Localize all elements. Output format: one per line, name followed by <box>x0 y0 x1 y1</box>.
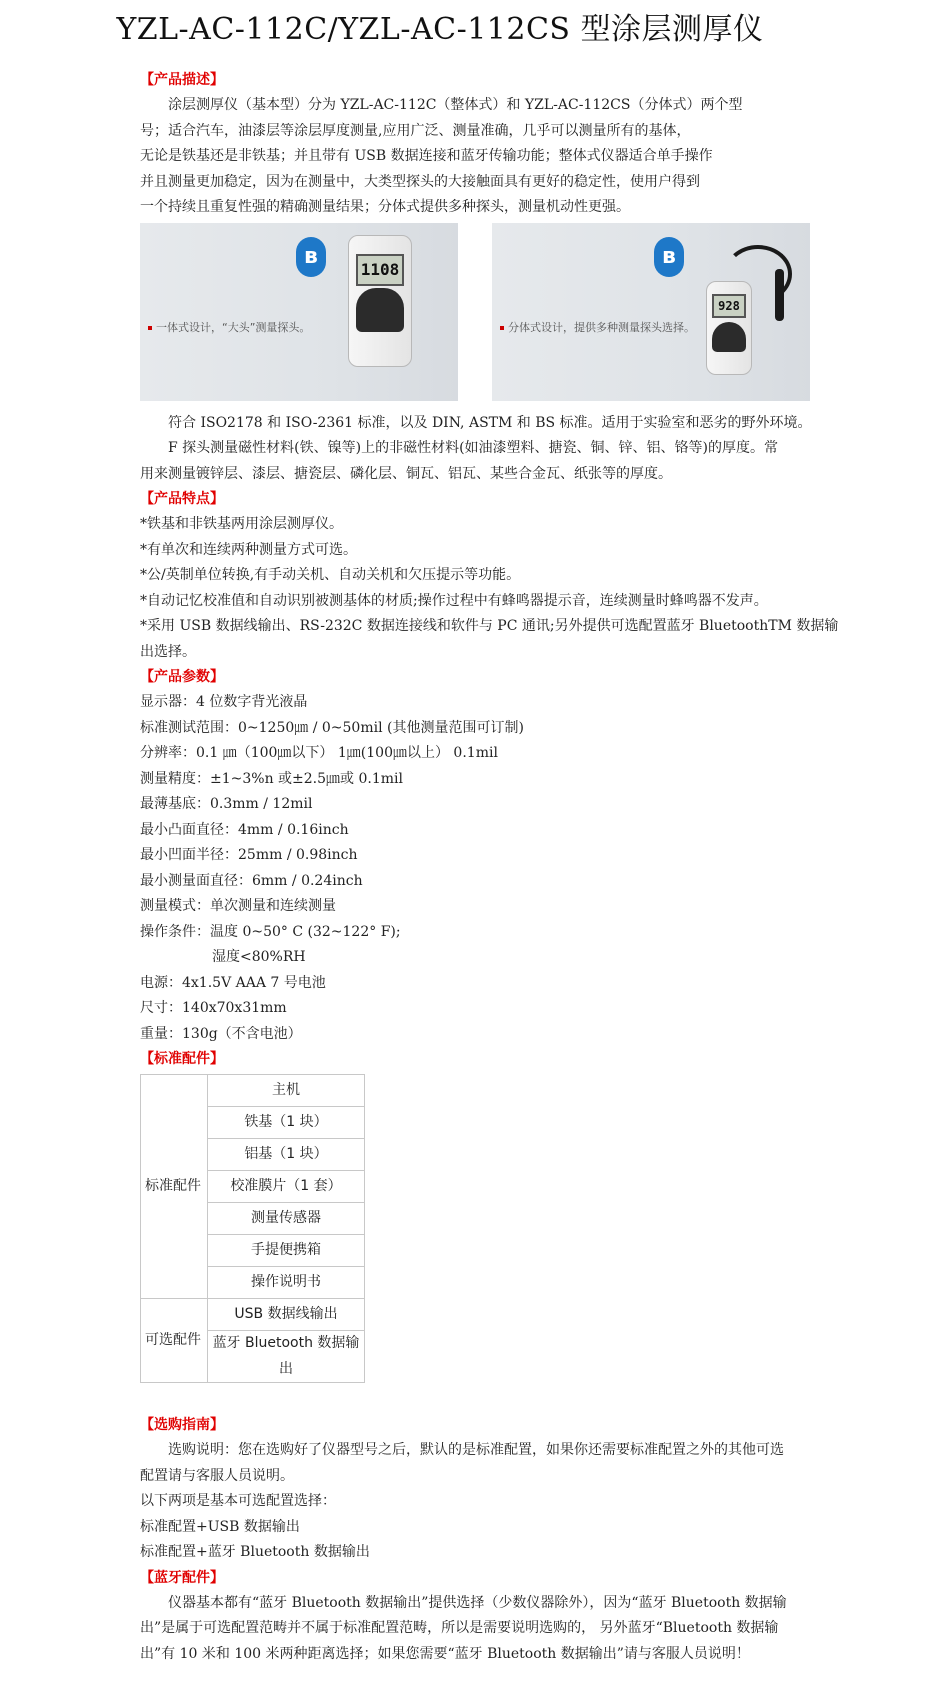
section-heading-accessories: 【标准配件】 <box>140 1051 224 1067</box>
section-heading-params: 【产品参数】 <box>140 669 224 685</box>
accessory-item: 铁基（1 块） <box>208 1107 365 1139</box>
accessory-item: 测量传感器 <box>208 1203 365 1235</box>
param-line: 最薄基底：0.3mm / 12mil <box>140 796 313 812</box>
param-line: 标准测试范围：0~1250㎛ / 0~50mil (其他测量范围可订制) <box>140 719 524 736</box>
section-heading-bluetooth: 【蓝牙配件】 <box>140 1569 224 1586</box>
accessory-item: 蓝牙 Bluetooth 数据输出 <box>208 1331 365 1383</box>
description-line: 并且测量更加稳定，因为在测量中，大类型探头的大接触面具有更好的稳定性，使用户得到 <box>140 173 700 190</box>
param-line: 重量：130g（不含电池） <box>140 1025 302 1042</box>
accessory-item: 操作说明书 <box>208 1267 365 1299</box>
guide-line: 标准配置+USB 数据输出 <box>140 1518 300 1535</box>
image-caption: 一体式设计，“大头”测量探头。 <box>148 315 310 341</box>
feature-line: *自动记忆校准值和自动识别被测基体的材质;操作过程中有蜂鸣器提示音，连续测量时蜂鸣器不发声。 <box>140 592 768 609</box>
feature-line: 出选择。 <box>140 643 196 660</box>
accessory-item: 手提便携箱 <box>208 1235 365 1267</box>
table-row <box>141 1299 365 1331</box>
accessory-item: 主机 <box>208 1075 365 1107</box>
description-line: 一个持续且重复性强的精确测量结果；分体式提供多种探头，测量机动性更强。 <box>140 199 630 215</box>
param-line: 分辨率：0.1 ㎛（100㎛以下） 1㎛(100㎛以上） 0.1mil <box>140 745 498 761</box>
product-image-integrated <box>140 223 458 401</box>
param-line: 显示器：4 位数字背光液晶 <box>140 694 308 710</box>
description-line: 号；适合汽车，油漆层等涂层厚度测量,应用广泛、测量准确，几乎可以测量所有的基体， <box>140 122 691 139</box>
param-line: 湿度<80%RH <box>212 949 306 965</box>
device-keypad <box>356 288 404 332</box>
page-title: YZL-AC-112C/YZL-AC-112CS 型涂层测厚仪 <box>116 12 764 47</box>
table-row <box>141 1075 365 1107</box>
param-line: 最小测量面直径：6mm / 0.24inch <box>140 872 363 889</box>
optional-group-label: 可选配件 <box>141 1299 208 1383</box>
bluetooth-line: 出”有 10 米和 100 米两种距离选择；如果您需要“蓝牙 Bluetooth 数据输出”请与客服人员说明！ <box>140 1645 750 1662</box>
product-content <box>140 68 839 1667</box>
accessory-item: 校准膜片（1 套） <box>208 1171 365 1203</box>
feature-line: *公/英制单位转换,有手动关机、自动关机和欠压提示等功能。 <box>140 567 521 583</box>
bluetooth-icon: ʙ <box>296 237 326 277</box>
guide-line: 配置请与客服人员说明。 <box>140 1467 294 1484</box>
feature-line: *有单次和连续两种测量方式可选。 <box>140 541 357 558</box>
bluetooth-icon: ʙ <box>654 237 684 277</box>
description-line: F 探头测量磁性材料(铁、镍等)上的非磁性材料(如油漆塑料、搪瓷、铜、锌、铝、铬等)的厚度。常 <box>168 440 779 456</box>
product-image-split <box>492 223 810 401</box>
section-heading-description: 【产品描述】 <box>140 72 224 88</box>
param-line: 最小凸面直径：4mm / 0.16inch <box>140 821 349 838</box>
spacer <box>140 1383 808 1413</box>
description-line: 符合 ISO2178 和 ISO-2361 标准，以及 DIN, ASTM 和 BS 标准。适用于实验室和恶劣的野外环境。 <box>168 414 812 431</box>
accessory-item: USB 数据线输出 <box>208 1299 365 1331</box>
param-line: 测量精度：±1~3%n 或±2.5㎛或 0.1mil <box>140 770 403 787</box>
description-line: 用来测量镀锌层、漆层、搪瓷层、磷化层、铜瓦、铝瓦、某些合金瓦、纸张等的厚度。 <box>140 465 672 482</box>
probe-head <box>775 269 784 321</box>
param-line: 操作条件：温度 0~50° C (32~122° F); <box>140 923 401 940</box>
param-line: 测量模式：单次测量和连续测量 <box>140 898 336 914</box>
section-heading-guide: 【选购指南】 <box>140 1417 224 1433</box>
param-line: 最小凹面半径：25mm / 0.98inch <box>140 847 358 863</box>
description-line: 涂层测厚仪（基本型）分为 YZL-AC-112C（整体式）和 YZL-AC-112CS（分体式）两个型 <box>168 97 743 113</box>
section-heading-features: 【产品特点】 <box>140 491 224 507</box>
description-line: 无论是铁基还是非铁基；并且带有 USB 数据连接和蓝牙传输功能；整体式仪器适合单手操作 <box>140 148 713 164</box>
product-images <box>140 223 808 405</box>
guide-line: 选购说明：您在选购好了仪器型号之后，默认的是标准配置，如果你还需要标准配置之外的其他可选 <box>168 1442 784 1458</box>
image-caption: 分体式设计，提供多种测量探头选择。 <box>500 315 695 341</box>
guide-line: 标准配置+蓝牙 Bluetooth 数据输出 <box>140 1544 370 1560</box>
param-line: 电源：4x1.5V AAA 7 号电池 <box>140 974 326 991</box>
feature-line: *铁基和非铁基两用涂层测厚仪。 <box>140 516 343 532</box>
bluetooth-line: 仪器基本都有“蓝牙 Bluetooth 数据输出”提供选择（少数仪器除外），因为“蓝牙 Bluetooth 数据输 <box>168 1594 787 1611</box>
bluetooth-line: 出”是属于可选配置范畴并不属于标准配置范畴，所以是需要说明选购的， 另外蓝牙“Bluetooth 数据输 <box>140 1620 779 1636</box>
standard-group-label: 标准配件 <box>141 1075 208 1299</box>
device-lcd: 928 <box>712 294 746 318</box>
device-keypad <box>712 322 746 352</box>
device-integrated <box>348 235 412 367</box>
device-lcd: 1108 <box>356 254 404 286</box>
guide-line: 以下两项是基本可选配置选择： <box>140 1493 336 1509</box>
accessories-table <box>140 1074 365 1383</box>
accessory-item: 铝基（1 块） <box>208 1139 365 1171</box>
feature-line: *采用 USB 数据线输出、RS-232C 数据连接线和软件与 PC 通讯;另外提供可选配置蓝牙 BluetoothTM 数据输 <box>140 618 839 634</box>
param-line: 尺寸：140x70x31mm <box>140 1000 287 1016</box>
